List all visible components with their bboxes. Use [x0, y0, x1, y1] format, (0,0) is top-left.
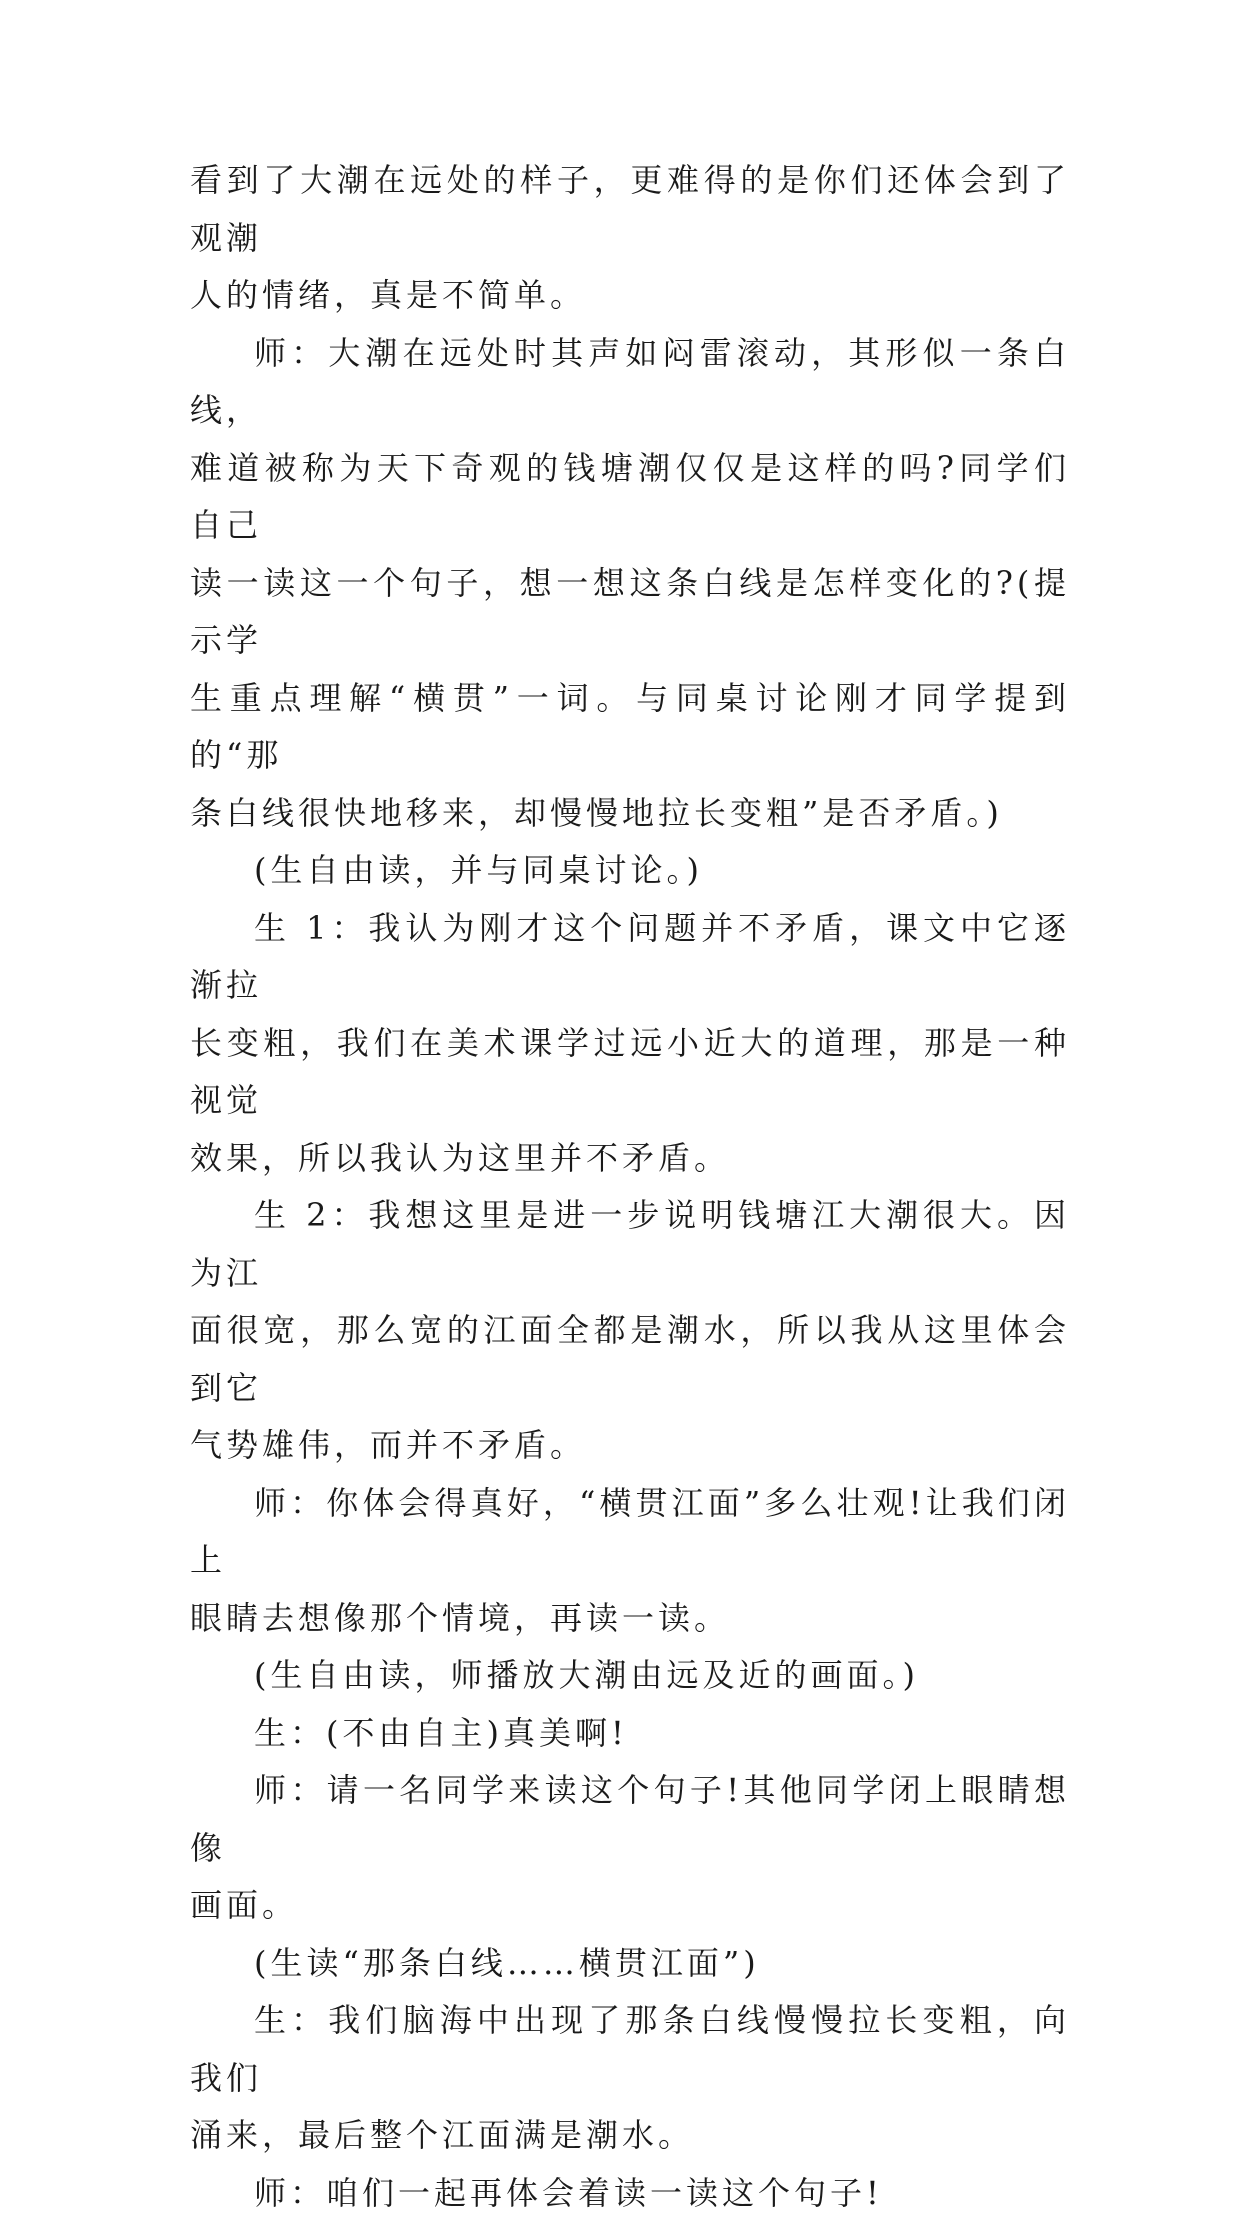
paragraph-student-exclaim: 生：(不由自主)真美啊! — [190, 1705, 1070, 1763]
paragraph-student-2: 生 2：我想这里是进一步说明钱塘江大潮很大。因为江 面很宽，那么宽的江面全都是潮水，所以我从这里体会到它 气势雄伟，而并不矛盾。 — [190, 1187, 1070, 1475]
paragraph-student-reading: (生自由读，并与同桌讨论。) — [190, 842, 1070, 900]
paragraph-teacher-praise: 师：你体会得真好，“横贯江面”多么壮观!让我们闭上 眼睛去想像那个情境，再读一读。 — [190, 1475, 1070, 1648]
paragraph-continuation: 看到了大潮在远处的样子，更难得的是你们还体会到了观潮 人的情绪，真是不简单。 — [190, 152, 1070, 325]
paragraph-student-1: 生 1：我认为刚才这个问题并不矛盾，课文中它逐渐拉 长变粗，我们在美术课学过远小近大的道理，那是一种视觉 效果，所以我认为这里并不矛盾。 — [190, 900, 1070, 1188]
paragraph-student-imagine: 生：我们脑海中出现了那条白线慢慢拉长变粗，向我们 涌来，最后整个江面满是潮水。 — [190, 1992, 1070, 2165]
document-body — [190, 152, 1070, 2222]
paragraph-teacher-request: 师：请一名同学来读这个句子!其他同学闭上眼睛想像 画面。 — [190, 1762, 1070, 1935]
paragraph-student-reads-sentence: (生读“那条白线……横贯江面”) — [190, 1935, 1070, 1993]
paragraph-student-reading-video: (生自由读，师播放大潮由远及近的画面。) — [190, 1647, 1070, 1705]
paragraph-teacher-question: 师：大潮在远处时其声如闷雷滚动，其形似一条白线， 难道被称为天下奇观的钱塘潮仅仅是这样的吗?同学们自己 读一读这一个句子，想一想这条白线是怎样变化的?(提示学 生重点理解“横贯”一词。与同桌讨论刚才同学提到的“那 条白线很快地移来，却慢慢地拉长变粗”是否矛盾。) — [190, 325, 1070, 843]
paragraph-teacher-closing: 师：咱们一起再体会着读一读这个句子! — [190, 2165, 1070, 2222]
